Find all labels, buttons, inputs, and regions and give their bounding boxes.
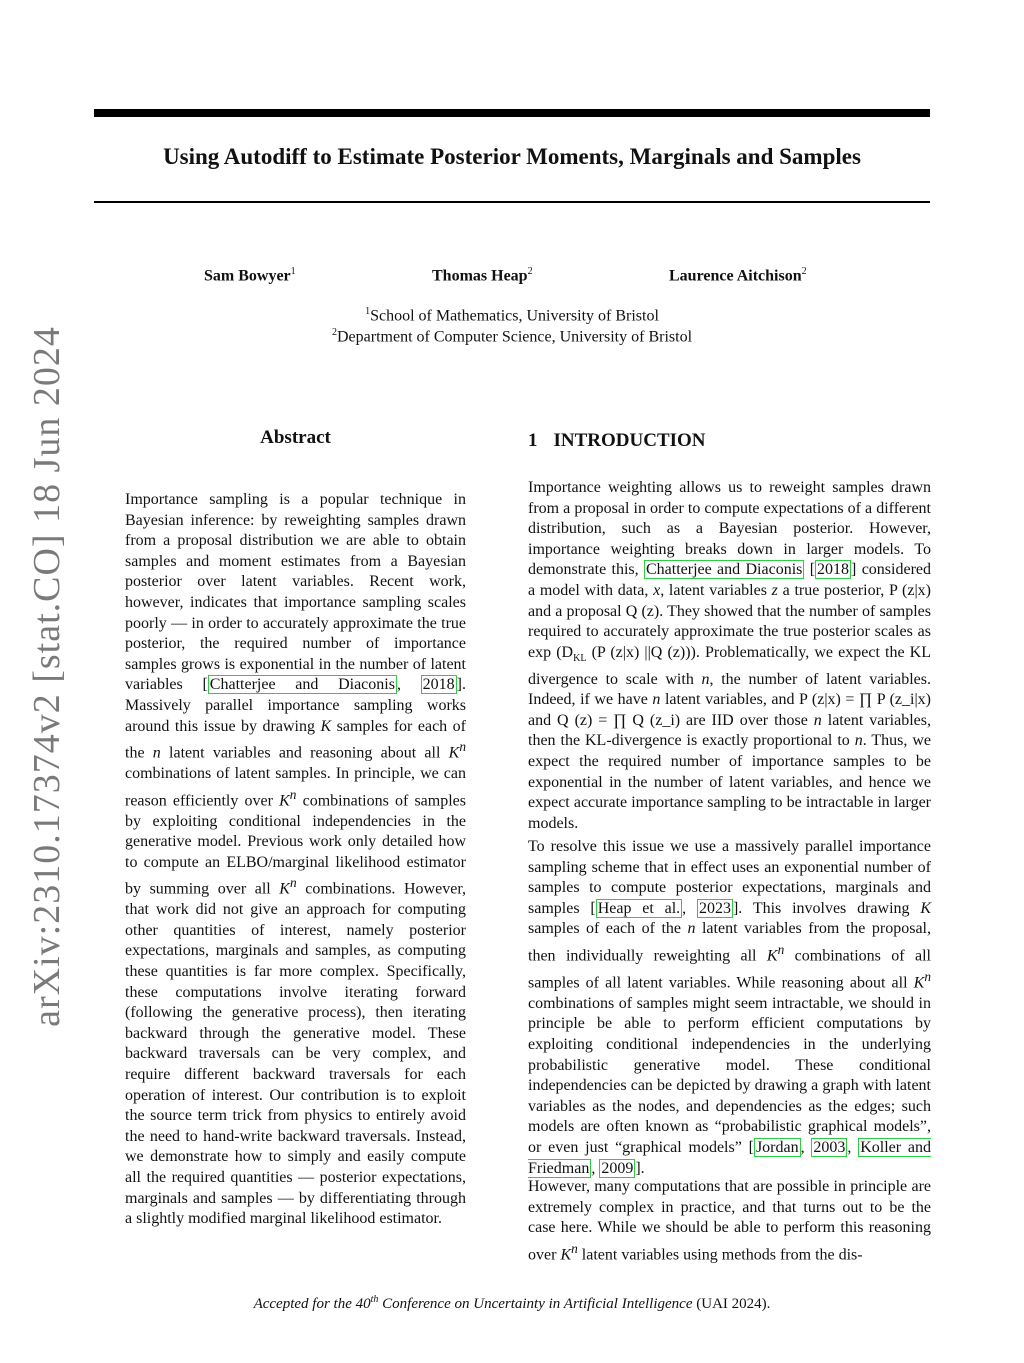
citation-link[interactable]: 2003 xyxy=(813,1138,846,1156)
intro-paragraph-3: However, many computations that are possible in principle are extremely complex in practice, and that turns out to be the case here. While we should be able to perform this reasoning over $K^n$ latent variables using methods from the dis- xyxy=(528,1178,931,1264)
author-3: Laurence Aitchison$^2$ xyxy=(669,266,807,285)
citation-link[interactable]: Chatterjee and Diaconis xyxy=(209,676,395,694)
citation-link[interactable]: 2009 xyxy=(601,1159,634,1177)
arxiv-sidebar xyxy=(0,0,94,1363)
intro-paragraph-1: Importance weighting allows us to reweight samples drawn from a proposal in order to compute expectations of a different distribution, such as a Bayesian posterior. However, importance weighting breaks down in larger models. To demonstrate this, Chatterjee and Diaconis [ 2018 ] considered a model with data, x, latent variables z a true posterior, P (z|x) and a proposal Q (z). They showed that the number of samples required to accurately approximate the true posterior scales as $\exp (D_{KL}$ (P (z|x) ||Q (z))). Problematically, we expect the KL divergence to scale with n, the number of latent variables. Indeed, if we have n latent variables, and P (z|x) = ∏ P (z_i|x) and Q (z) = ∏ Q (z_i) are IID over those n latent variables, then the KL-divergence is exactly proportional to n. Thus, we expect the required number of importance samples to be exponential in the number of latent variables, and hence we expect accurate importance sampling to be intractable in larger models. xyxy=(528,479,932,832)
footer-note: Accepted for the 40th Conference on Uncertainty in Artificial Intelligence (UAI 2024). xyxy=(253,1294,771,1312)
arxiv-id: arXiv:2310.17374v2 [stat.CO] 18 Jun 2024 xyxy=(26,326,68,1027)
abstract-heading: Abstract xyxy=(260,427,331,448)
citation-link[interactable]: 2018 xyxy=(422,676,455,694)
top-rule xyxy=(94,109,930,117)
intro-paragraph-2: To resolve this issue we use a massively parallel importance sampling scheme that in effect uses an exponential number of samples to compute posterior expectations, marginals and samples [ Heap et al. , 2023 ]. This involves drawing K samples of each of the n latent variables from the proposal, then individually reweighting all $K^n$ combinations of all samples of all latent variables. While reasoning about all $K^n$ combinations of samples might seem intractable, we should in principle be able to perform efficient computations by exploiting conditional independencies in the underlying probabilistic generative model. These conditional independencies can be depicted by drawing a graph with latent variables as the nodes, and dependencies as the edges; such models are often known as “probabilistic graphical models”, or even just “graphical models” [ Jordan , 2003 , Koller and Friedman , 2009 ]. xyxy=(528,838,932,1177)
citation-link[interactable]: Heap et al. xyxy=(597,899,681,917)
citation-link[interactable]: Chatterjee and Diaconis xyxy=(645,561,803,579)
paper-title: Using Autodiff to Estimate Posterior Moments, Marginals and Samples xyxy=(163,144,861,169)
title-rule xyxy=(94,201,930,203)
affiliation-1: $^1$School of Mathematics, University of Bristol xyxy=(365,306,659,325)
affiliation-2: $^2$Department of Computer Science, University of Bristol xyxy=(331,327,693,346)
author-1: Sam Bowyer$^1$ xyxy=(204,266,296,285)
citation-link[interactable]: 2018 xyxy=(817,561,850,579)
section-heading-introduction: 1 INTRODUCTION xyxy=(528,430,706,451)
citation-link[interactable]: Koller and Friedman xyxy=(528,1138,932,1177)
author-2: Thomas Heap$^2$ xyxy=(432,266,533,285)
abstract-body: Importance sampling is a popular technique in Bayesian inference: by reweighting samples drawn from a proposal distribution we are able to obtain samples and moment estimates from a Bayesian posterior over latent variables. Recent work, however, indicates that importance sampling scales poorly — in order to accurately approximate the true posterior, the required number of importance samples grows is exponential in the number of latent variables [ Chatterjee and Diaconis , 2018 ]. Massively parallel importance sampling works around this issue by drawing K samples for each of the n latent variables and reasoning about all $K^n$ combinations of latent samples. In principle, we can reason efficiently over $K^n$ combinations of samples by exploiting conditional independencies in the generative model. Previous work only detailed how to compute an ELBO/marginal likelihood estimator by summing over all $K^n$ combinations. However, that work did not give an approach for computing other quantities of interest, namely posterior expectations, marginals and samples, as computing these quantities is far more complex. Specifically, these computations involve iterating forward (following the generative process), then iterating backward through the generative model. These backward traversals can be very complex, and require different backward traversals for each operation of interest. Our contribution is to exploit the source term trick from physics to entirely avoid the need to hand-write backward traversals. Instead, we demonstrate how to simply and easily compute all the required quantities — posterior expectations, marginals and samples — by differentiating through a slightly modified marginal likelihood estimator. xyxy=(125,491,467,1228)
citation-link[interactable]: 2023 xyxy=(698,899,731,917)
citation-link[interactable]: Jordan xyxy=(755,1138,799,1156)
